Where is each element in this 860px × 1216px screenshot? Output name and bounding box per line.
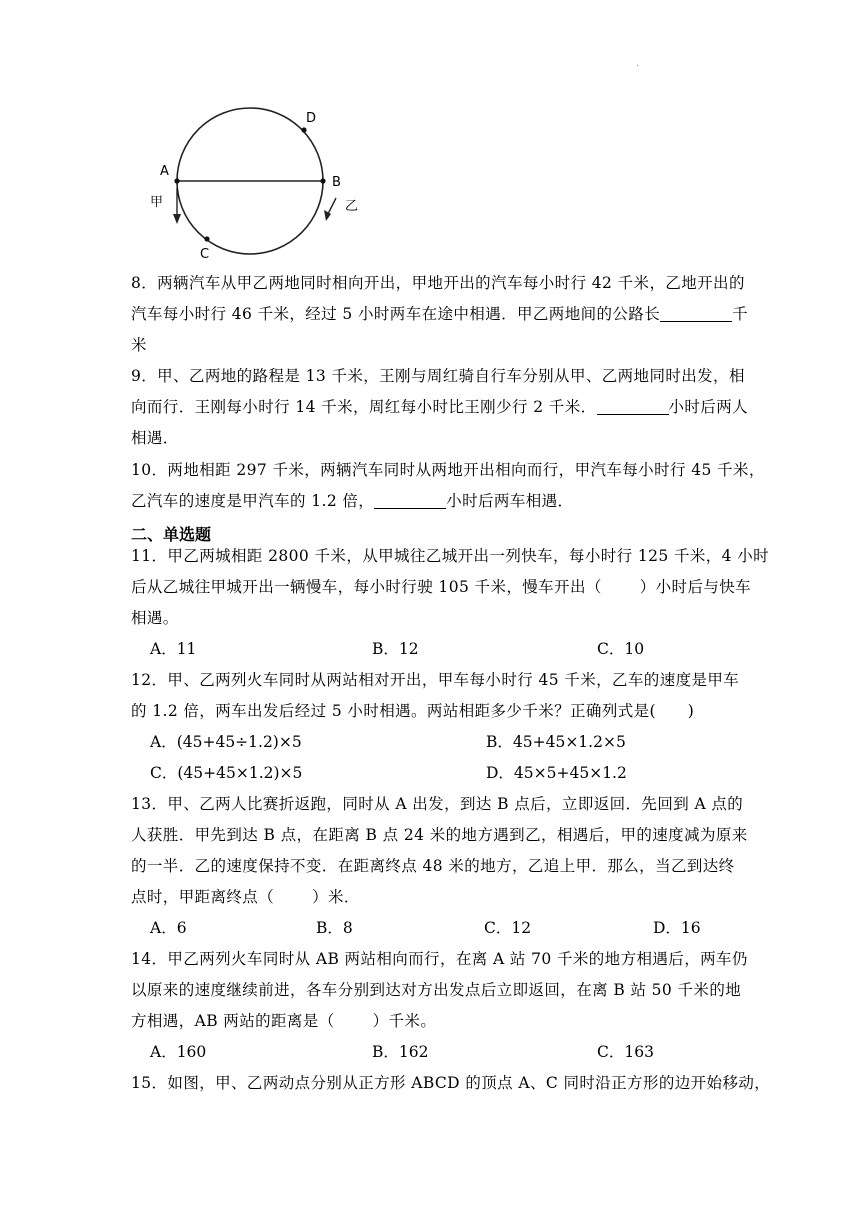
q8-line3: 米 — [131, 336, 147, 354]
question-10 — [131, 455, 765, 517]
q14-option-c[interactable]: C．163 — [597, 1043, 654, 1061]
arrow-yi-shaft — [328, 198, 336, 214]
q13-line2: 人获胜．甲先到达 B 点，在距离 B 点 24 米的地方遇到乙，相遇后，甲的速度减为原来 — [131, 826, 748, 844]
point-b — [320, 178, 325, 183]
q9-line3: 相遇． — [131, 429, 179, 447]
q14-line3a: 方相遇，AB 两站的距离是（ — [131, 1012, 335, 1030]
q8-line2b: 千 — [732, 305, 749, 323]
q11-line2b: ）小时后与快车 — [639, 578, 752, 596]
question-8 — [131, 268, 749, 361]
q14-option-b[interactable]: B．162 — [372, 1043, 429, 1061]
q12-option-d[interactable]: D．45×5+45×1.2 — [486, 764, 627, 782]
page-dot: . — [636, 58, 640, 69]
q13-line1: 13．甲、乙两人比赛折返跑，同时从 A 出发，到达 B 点后，立即返回．先回到 A 点的 — [131, 795, 744, 813]
q13-option-c[interactable]: C．12 — [484, 919, 532, 937]
arrow-jia-head — [173, 214, 181, 224]
q14-option-a[interactable]: A．160 — [150, 1043, 207, 1061]
point-d — [301, 127, 306, 132]
answer-blank — [660, 303, 732, 322]
q8-line1: 8．两辆汽车从甲乙两地同时相向开出，甲地开出的汽车每小时行 42 千米，乙地开出的 — [131, 274, 745, 292]
q14-line1: 14．甲乙两列火车同时从 AB 两站相向而行，在离 A 站 70 千米的地方相遇后，两车仍 — [131, 950, 748, 968]
q9-line2a: 向而行．王刚每小时行 14 千米，周红每小时比王刚少行 2 千米． — [131, 398, 597, 416]
label-c: C — [200, 247, 210, 260]
point-c — [204, 236, 209, 241]
q9-line1: 9．甲、乙两地的路程是 13 千米，王刚与周红骑自行车分别从甲、乙两地同时出发，相 — [131, 367, 745, 385]
q11-option-a[interactable]: A．11 — [150, 640, 197, 658]
q12-line1: 12．甲、乙两列火车同时从两站相对开出，甲车每小时行 45 千米，乙车的速度是甲车 — [131, 671, 740, 689]
label-a: A — [160, 164, 169, 179]
q9-line2b: 小时后两人 — [668, 398, 749, 416]
q14-line3b: ）千米。 — [372, 1012, 437, 1030]
q13-option-b[interactable]: B．8 — [316, 919, 353, 937]
answer-blank — [374, 490, 446, 509]
q13-line3: 的一半．乙的速度保持不变．在距离终点 48 米的地方，乙追上甲．那么，当乙到达终 — [131, 857, 735, 875]
q11-option-c[interactable]: C．10 — [597, 640, 645, 658]
q11-line1: 11．甲乙两城相距 2800 千米，从甲城往乙城开出一列快车，每小时行 125 千米，4 小时 — [131, 547, 770, 565]
q13-option-a[interactable]: A．6 — [150, 919, 187, 937]
q11-line3: 相遇。 — [131, 609, 179, 627]
label-yi: 乙 — [345, 199, 359, 214]
q10-line2b: 小时后两车相遇． — [446, 492, 574, 510]
question-15 — [131, 1068, 771, 1099]
q13-option-d[interactable]: D．16 — [653, 919, 701, 937]
q15-line1: 15．如图，甲、乙两动点分别从正方形 ABCD 的顶点 A、C 同时沿正方形的边开始移动， — [131, 1074, 771, 1092]
q13-line4b: ）米． — [312, 888, 360, 906]
answer-blank — [597, 396, 669, 415]
section-heading: 二、单选题 — [131, 525, 212, 544]
q14-line2: 以原来的速度继续前进，各车分别到达对方出发点后立即返回，在离 B 站 50 千米的地 — [131, 981, 742, 999]
q11-line2a: 后从乙城往甲城开出一辆慢车，每小时行驶 105 千米，慢车开出（ — [131, 578, 602, 596]
q8-line2a: 汽车每小时行 46 千米，经过 5 小时两车在途中相遇．甲乙两地间的公路长 — [131, 305, 661, 323]
label-d: D — [306, 111, 317, 126]
circle-diagram — [140, 100, 370, 260]
q10-line2a: 乙汽车的速度是甲汽车的 1.2 倍， — [131, 492, 375, 510]
q11-option-b[interactable]: B．12 — [372, 640, 419, 658]
q12-option-b[interactable]: B．45+45×1.2×5 — [486, 733, 626, 751]
q12-line2: 的 1.2 倍，两车出发后经过 5 小时相遇。两站相距多少千米？正确列式是( ) — [131, 702, 695, 720]
q13-line4a: 点时，甲距离终点（ — [131, 888, 275, 906]
point-a — [174, 178, 179, 183]
label-jia: 甲 — [150, 195, 164, 210]
label-b: B — [332, 175, 341, 190]
q12-option-c[interactable]: C．(45+45×1.2)×5 — [150, 764, 303, 782]
question-9 — [131, 361, 749, 454]
q12-option-a[interactable]: A．(45+45÷1.2)×5 — [150, 733, 302, 751]
question-13 — [131, 789, 748, 913]
question-11 — [131, 541, 770, 634]
question-14 — [131, 944, 748, 1037]
question-12 — [131, 665, 740, 727]
q10-line1: 10．两地相距 297 千米，两辆汽车同时从两地开出相向而行，甲汽车每小时行 45 千米， — [131, 461, 765, 479]
